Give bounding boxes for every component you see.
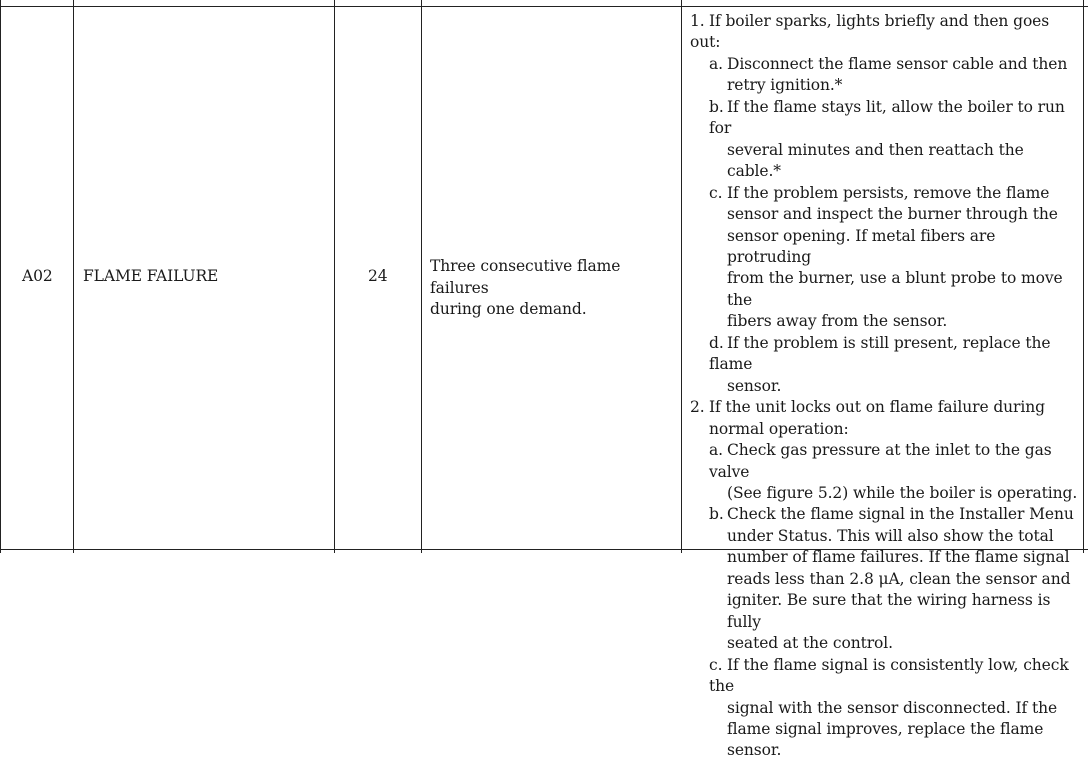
sub-step-text: from the burner, use a blunt probe to move the	[727, 269, 1063, 309]
cause-cell	[430, 256, 676, 321]
table-left-border	[0, 0, 1, 553]
sub-step-text: seated at the control.	[727, 634, 893, 653]
step-number: 1.	[690, 12, 705, 30]
sub-step-text: If the flame signal is consistently low, check the	[709, 655, 1069, 696]
sub-step-text: number of flame failures. If the flame signal	[727, 548, 1070, 567]
sub-step-text: Disconnect the flame sensor cable and then	[727, 54, 1068, 73]
sub-step-text: Check the flame signal in the Installer Menu	[727, 505, 1074, 524]
cause-line: Three consecutive flame failures	[430, 257, 621, 297]
sub-step-text: reads less than 2.8 μA, clean the sensor and	[727, 569, 1071, 588]
sub-step-text: sensor opening. If metal fibers are protruding	[727, 226, 996, 266]
sub-step-label: c.	[709, 655, 723, 674]
column-divider-3	[421, 0, 422, 553]
sub-step-label: b.	[709, 505, 724, 524]
sub-step-label: a.	[709, 441, 723, 460]
step-text: If the unit locks out on flame failure during	[709, 398, 1045, 417]
sub-step	[690, 440, 1080, 483]
sub-step-text: several minutes and then reattach the cable.*	[727, 140, 1024, 181]
sub-step-text: under Status. This will also show the total	[727, 526, 1054, 545]
corrective-action-cell	[690, 11, 1080, 762]
sub-step-text: If the problem is still present, replace the flame	[709, 333, 1051, 374]
table-right-border	[1083, 0, 1084, 553]
sub-step-text: sensor and inspect the burner through the	[727, 205, 1058, 224]
sub-step-text: If the problem persists, remove the flame	[727, 183, 1050, 202]
sub-step-text: signal with the sensor disconnected. If the	[727, 698, 1058, 717]
column-divider-1	[73, 0, 74, 553]
step-line	[690, 11, 1080, 54]
sub-step-text: fibers away from the sensor.	[727, 312, 948, 331]
sub-step-label: b.	[709, 97, 724, 116]
sub-step	[690, 54, 1080, 75]
error-number: 24	[368, 267, 388, 285]
sub-step-label: d.	[709, 333, 724, 352]
step-number: 2.	[690, 398, 705, 417]
sub-step-text: If the flame stays lit, allow the boiler to run for	[709, 97, 1065, 138]
sub-step	[690, 655, 1080, 698]
step-item	[690, 397, 1080, 762]
sub-step	[690, 333, 1080, 376]
error-code: A02	[22, 267, 53, 285]
cause-line: during one demand.	[430, 300, 587, 318]
sub-step-text: flame signal improves, replace the flame sensor.	[727, 719, 1044, 760]
sub-step-text: Check gas pressure at the inlet to the gas valve	[709, 441, 1052, 481]
sub-step-label: a.	[709, 54, 723, 73]
step-text: normal operation:	[709, 419, 849, 438]
step-line	[690, 397, 1080, 418]
step-item	[690, 11, 1080, 397]
sub-step	[690, 183, 1080, 204]
column-divider-4	[681, 0, 682, 553]
step-text: If boiler sparks, lights briefly and then goes out:	[690, 12, 1050, 52]
sub-step-text: retry ignition.*	[727, 76, 843, 95]
column-divider-2	[334, 0, 335, 553]
sub-step	[690, 97, 1080, 140]
sub-step-text: sensor.	[727, 376, 782, 395]
sub-step-text: igniter. Be sure that the wiring harness is fully	[727, 591, 1051, 631]
sub-step-label: c.	[709, 183, 723, 202]
error-description: FLAME FAILURE	[83, 267, 219, 285]
sub-step	[690, 504, 1080, 525]
row-top-border	[0, 6, 1088, 7]
sub-step-text: (See figure 5.2) while the boiler is operating.	[727, 483, 1078, 502]
